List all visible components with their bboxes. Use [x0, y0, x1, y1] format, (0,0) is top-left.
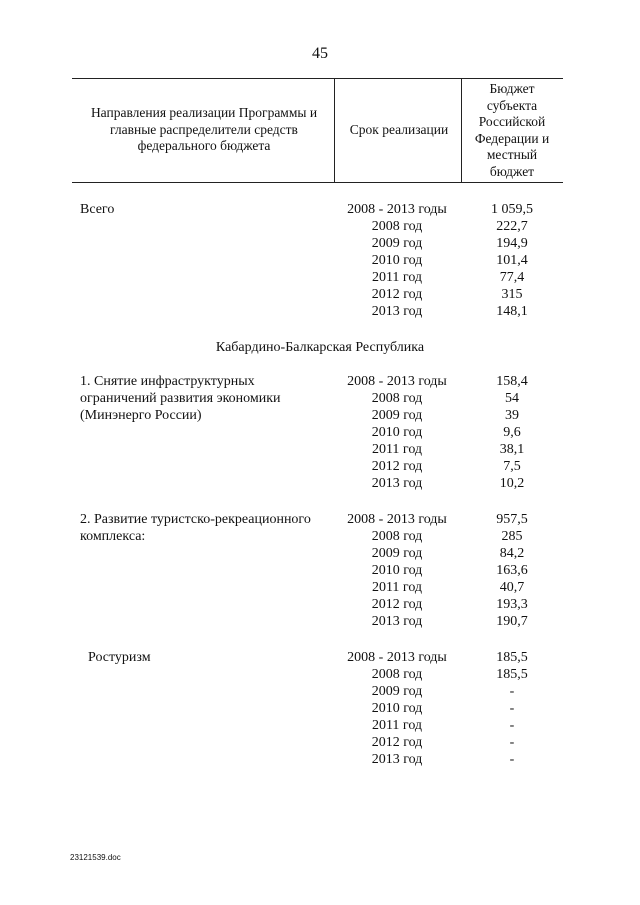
period-cell: 2013 год [371, 476, 423, 491]
period-cell: 2012 год [371, 459, 423, 474]
period-cell: 2012 год [371, 597, 423, 612]
table-header-bottom-rule [72, 182, 563, 183]
table-top-rule [72, 78, 563, 79]
budget-value-cell: - [509, 701, 515, 716]
item-label-line: (Минэнерго России) [80, 408, 202, 423]
budget-value-cell: 101,4 [496, 253, 528, 268]
period-cell: 2008 - 2013 годы [347, 512, 447, 527]
period-cell: 2010 год [371, 425, 423, 440]
budget-value-cell: - [509, 718, 515, 733]
budget-value-cell: 194,9 [496, 236, 528, 251]
footer-filename: 23121539.doc [70, 853, 121, 862]
budget-value-cell: 190,7 [496, 614, 528, 629]
header-budget: Бюджет субъекта Российской Федерации и местный бюджет [474, 81, 550, 179]
total-label: Всего [80, 202, 115, 217]
budget-value-cell: 315 [501, 287, 523, 302]
period-cell: 2013 год [371, 614, 423, 629]
budget-value-cell: - [509, 684, 515, 699]
budget-value-cell: 193,3 [496, 597, 528, 612]
header-directions: Направления реализации Программы и главные распределители средств федерального бюджета [90, 105, 318, 153]
period-cell: 2013 год [371, 304, 423, 319]
budget-value-cell: 7,5 [503, 459, 521, 474]
budget-value-cell: 148,1 [496, 304, 528, 319]
period-cell: 2008 год [371, 219, 423, 234]
period-cell: 2010 год [371, 701, 423, 716]
period-cell: 2012 год [371, 287, 423, 302]
item-label-line: 1. Снятие инфраструктурных [80, 374, 255, 389]
budget-value-cell: 77,4 [499, 270, 525, 285]
header-period: Срок реализации [349, 122, 449, 137]
period-cell: 2009 год [371, 546, 423, 561]
item-label-line: ограничений развития экономики [80, 391, 281, 406]
item-label-line: комплекса: [80, 529, 146, 544]
budget-value-cell: 158,4 [496, 374, 528, 389]
period-cell: 2009 год [371, 236, 423, 251]
period-cell: 2008 год [371, 667, 423, 682]
period-cell: 2010 год [371, 563, 423, 578]
item-label-line: 2. Развитие туристско-рекреационного [80, 512, 311, 527]
budget-value-cell: - [509, 752, 515, 767]
period-cell: 2008 год [371, 391, 423, 406]
period-cell: 2008 - 2013 годы [347, 374, 447, 389]
period-cell: 2011 год [371, 442, 423, 457]
period-cell: 2008 - 2013 годы [347, 650, 447, 665]
period-cell: 2011 год [371, 718, 423, 733]
period-cell: 2011 год [371, 580, 423, 595]
column-divider-1 [334, 78, 335, 182]
budget-value-cell: 9,6 [503, 425, 521, 440]
column-divider-2 [461, 78, 462, 182]
period-cell: 2012 год [371, 735, 423, 750]
period-cell: 2011 год [371, 270, 423, 285]
budget-value-cell: 38,1 [499, 442, 525, 457]
budget-value-cell: 84,2 [499, 546, 525, 561]
period-cell: 2009 год [371, 684, 423, 699]
period-cell: 2009 год [371, 408, 423, 423]
period-cell: 2013 год [371, 752, 423, 767]
budget-value-cell: 1 059,5 [491, 202, 533, 217]
page-number: 45 [312, 45, 328, 62]
budget-value-cell: - [509, 735, 515, 750]
budget-value-cell: 185,5 [496, 667, 528, 682]
period-cell: 2008 год [371, 529, 423, 544]
budget-value-cell: 957,5 [496, 512, 528, 527]
budget-value-cell: 163,6 [496, 563, 528, 578]
budget-value-cell: 10,2 [499, 476, 525, 491]
budget-value-cell: 285 [501, 529, 523, 544]
region-heading: Кабардино-Балкарская Республика [215, 340, 425, 355]
budget-value-cell: 40,7 [499, 580, 525, 595]
item-label-line: Ростуризм [88, 650, 151, 665]
budget-value-cell: 39 [505, 408, 519, 423]
period-cell: 2008 - 2013 годы [347, 202, 447, 217]
budget-value-cell: 54 [505, 391, 519, 406]
budget-value-cell: 185,5 [496, 650, 528, 665]
period-cell: 2010 год [371, 253, 423, 268]
budget-value-cell: 222,7 [496, 219, 528, 234]
